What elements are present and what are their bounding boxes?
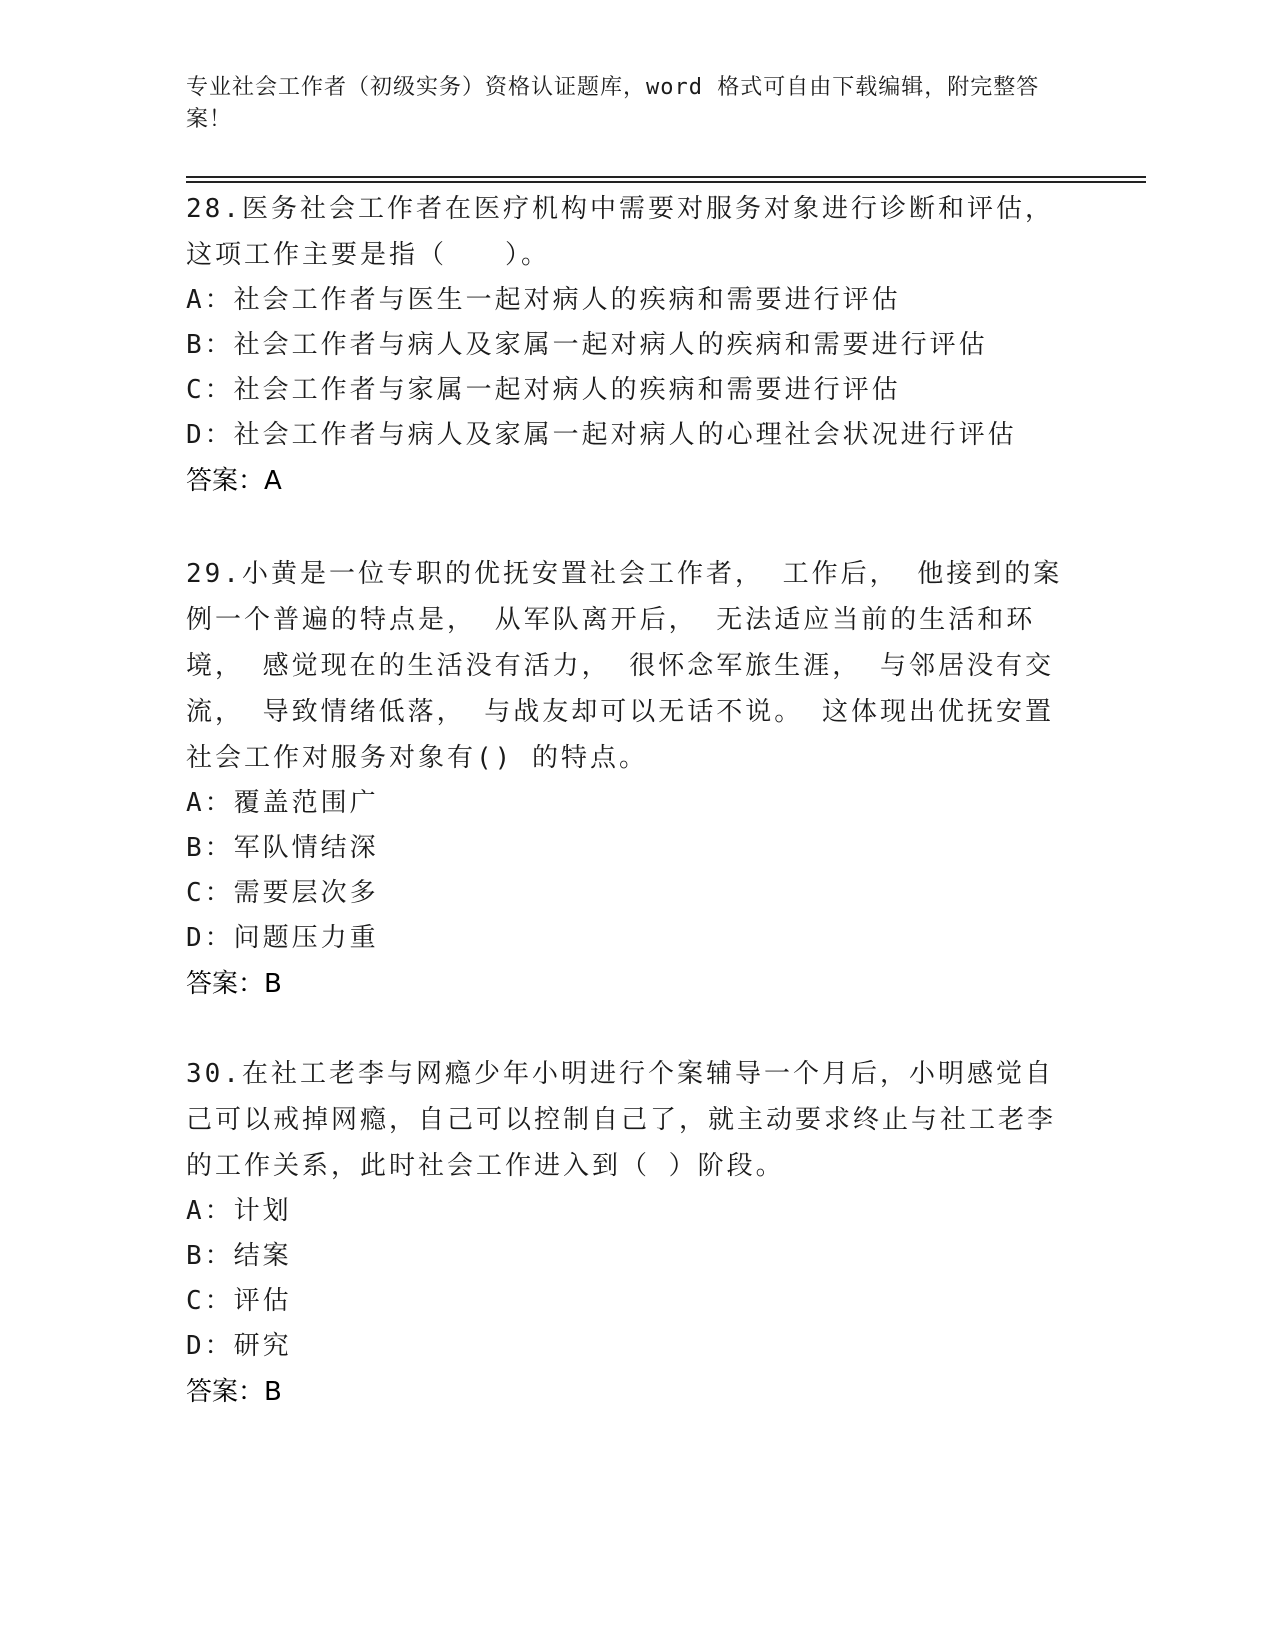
document-header: 专业社会工作者（初级实务）资格认证题库，word 格式可自由下载编辑，附完整答案！ — [186, 75, 1040, 132]
option-a: A：覆盖范围广 — [186, 788, 379, 818]
answer-label: 答案：A — [186, 466, 282, 496]
option-c: C：社会工作者与家属一起对病人的疾病和需要进行评估 — [186, 375, 901, 405]
answer-label: 答案：B — [186, 969, 282, 999]
option-c: C：评估 — [186, 1286, 292, 1316]
option-b: B：军队情结深 — [186, 833, 379, 863]
question-stem: 29.小黄是一位专职的优抚安置社会工作者， 工作后， 他接到的案例一个普遍的特点是， 从军队离开后， 无法适应当前的生活和环境， 感觉现在的生活没有活力， 很怀念军旅生涯， 与邻居没有交流， 导致情绪低落， 与战友却可以无话不说。 这体现出优抚安置社会工作对服务对象有() 的特点。 — [186, 559, 1063, 773]
option-a: A：社会工作者与医生一起对病人的疾病和需要进行评估 — [186, 285, 901, 315]
answer-label: 答案：B — [186, 1377, 282, 1407]
option-b: B：结案 — [186, 1241, 292, 1271]
question-30 — [186, 1051, 1076, 1415]
option-d: D：问题压力重 — [186, 923, 379, 953]
option-a: A：计划 — [186, 1196, 292, 1226]
question-29 — [186, 551, 1076, 1007]
option-d: D：社会工作者与病人及家属一起对病人的心理社会状况进行评估 — [186, 420, 1017, 450]
option-b: B：社会工作者与病人及家属一起对病人的疾病和需要进行评估 — [186, 330, 988, 360]
question-28 — [186, 186, 1076, 504]
question-stem: 30.在社工老李与网瘾少年小明进行个案辅导一个月后，小明感觉自己可以戒掉网瘾，自己可以控制自己了，就主动要求终止与社工老李的工作关系，此时社会工作进入到（ ）阶段。 — [186, 1059, 1057, 1181]
header-divider-bottom — [186, 181, 1146, 183]
option-d: D：研究 — [186, 1331, 292, 1361]
option-c: C：需要层次多 — [186, 878, 379, 908]
question-stem: 28.医务社会工作者在医疗机构中需要对服务对象进行诊断和评估，这项工作主要是指（ ）。 — [186, 194, 1054, 270]
header-divider-top — [186, 176, 1146, 178]
